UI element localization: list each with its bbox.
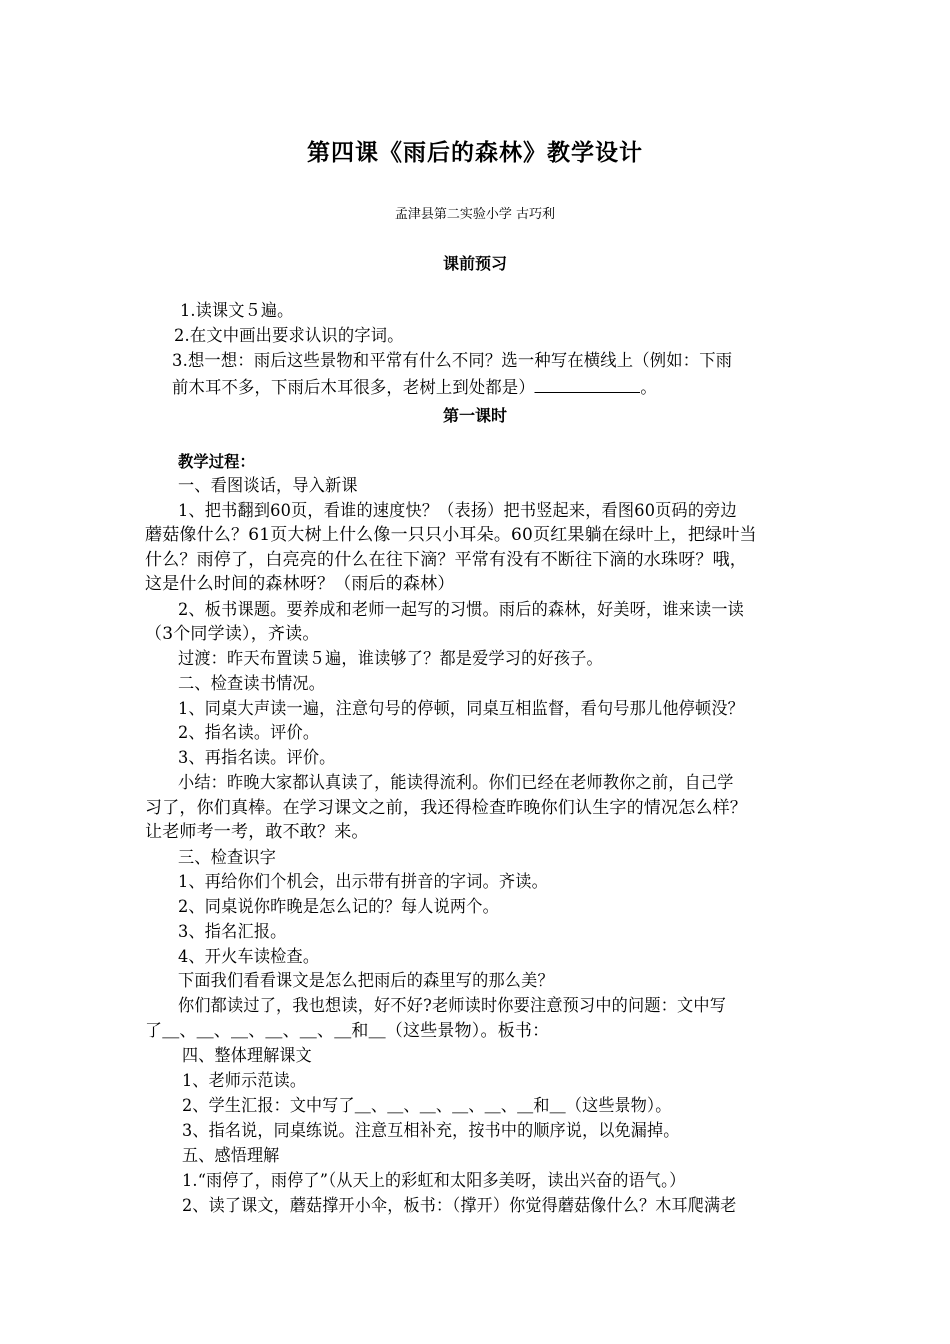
preview-heading: 课前预习	[442, 254, 507, 273]
lesson-line: 2、指名读。评价。	[178, 723, 320, 743]
author-line: 孟津县第二实验小学 古巧利	[394, 207, 556, 222]
lesson-line: 3、再指名读。评价。	[178, 748, 336, 768]
lesson-line: 3、指名说，同桌练说。注意互相补充，按书中的顺序说，以免漏掉。	[182, 1121, 680, 1141]
lesson-line: 什么？雨停了，白亮亮的什么在往下滴？平常有没有不断往下滴的水珠呀？哦，	[145, 550, 747, 570]
lesson-line: 这是什么时间的森林呀？（雨后的森林）	[145, 574, 455, 594]
lesson-line: 下面我们看看课文是怎么把雨后的森里写的那么美？	[178, 971, 554, 991]
lesson-line: 五、感悟理解	[182, 1146, 280, 1166]
lesson-line: 1、同桌大声读一遍，注意句号的停顿，同桌互相监督，看句号那儿他停顿没？	[178, 699, 745, 719]
lesson-line: 一、看图谈话，导入新课	[178, 476, 358, 496]
lesson-line: 2、学生汇报：文中写了＿、＿、＿、＿、＿、＿和＿（这些景物）。	[182, 1096, 672, 1116]
lesson-line: 让老师考一考，敢不敢？来。	[145, 822, 369, 842]
preview-item-text: 前木耳不多，下雨后木耳很多，老树上到处都是）	[172, 378, 535, 398]
process-label: 教学过程：	[178, 452, 255, 471]
lesson-line: 蘑菇像什么？61页大树上什么像一只只小耳朵。60页红果躺在绿叶上，把绿叶当	[145, 525, 757, 545]
lesson-line: 了＿、＿、＿、＿、＿、＿和＿（这些景物）。板书：	[145, 1021, 550, 1041]
lesson-line: （3个同学读），齐读。	[145, 624, 320, 644]
lesson-line: 1、再给你们个机会，出示带有拼音的字词。齐读。	[178, 872, 548, 892]
lesson-line: 1.“雨停了，雨停了”（从天上的彩虹和太阳多美呀，读出兴奋的语气。）	[182, 1171, 686, 1191]
lesson-line: 二、检查读书情况。	[178, 674, 326, 694]
lesson-line: 三、检查识字	[178, 848, 277, 868]
preview-item: 1.读课文５遍。	[180, 301, 294, 321]
lesson-line: 小结：昨晚大家都认真读了，能读得流利。你们已经在老师教你之前，自己学	[178, 773, 734, 793]
preview-item: 2.在文中画出要求认识的字词。	[174, 326, 404, 346]
lesson-line: 习了，你们真棒。在学习课文之前，我还得检查昨晚你们认生字的情况怎么样？	[145, 798, 747, 818]
lesson-line: 3、指名汇报。	[178, 922, 287, 942]
preview-item-end: 。	[640, 378, 657, 398]
lesson-line: 过渡：昨天布置读５遍，谁读够了？都是爱学习的好孩子。	[178, 649, 603, 669]
lesson-line: 4、开火车读检查。	[178, 947, 320, 967]
lesson-line: 你们都读过了，我也想读，好不好?老师读时你要注意预习中的问题：文中写	[178, 996, 727, 1016]
lesson-line: 2、板书课题。要养成和老师一起写的习惯。雨后的森林，好美呀，谁来读一读	[178, 600, 745, 620]
lesson-line: 1、老师示范读。	[182, 1071, 307, 1091]
preview-item: 3.想一想：雨后这些景物和平常有什么不同？选一种写在横线上（例如：下雨	[172, 351, 733, 371]
preview-item-continued	[172, 374, 810, 401]
lesson-line: 2、读了课文，蘑菇撑开小伞，板书：（撑开）你觉得蘑菇像什么？木耳爬满老	[182, 1196, 737, 1216]
lesson-line: 1、把书翻到60页，看谁的速度快？（表扬）把书竖起来，看图60页码的旁边	[178, 501, 737, 521]
lesson-line: 四、整体理解课文	[182, 1046, 312, 1066]
page-title: 第四课《雨后的森林》教学设计	[307, 140, 643, 166]
lesson-heading: 第一课时	[442, 406, 507, 425]
answer-blank	[535, 374, 640, 393]
lesson-line: 2、同桌说你昨晚是怎么记的？每人说两个。	[178, 897, 499, 917]
